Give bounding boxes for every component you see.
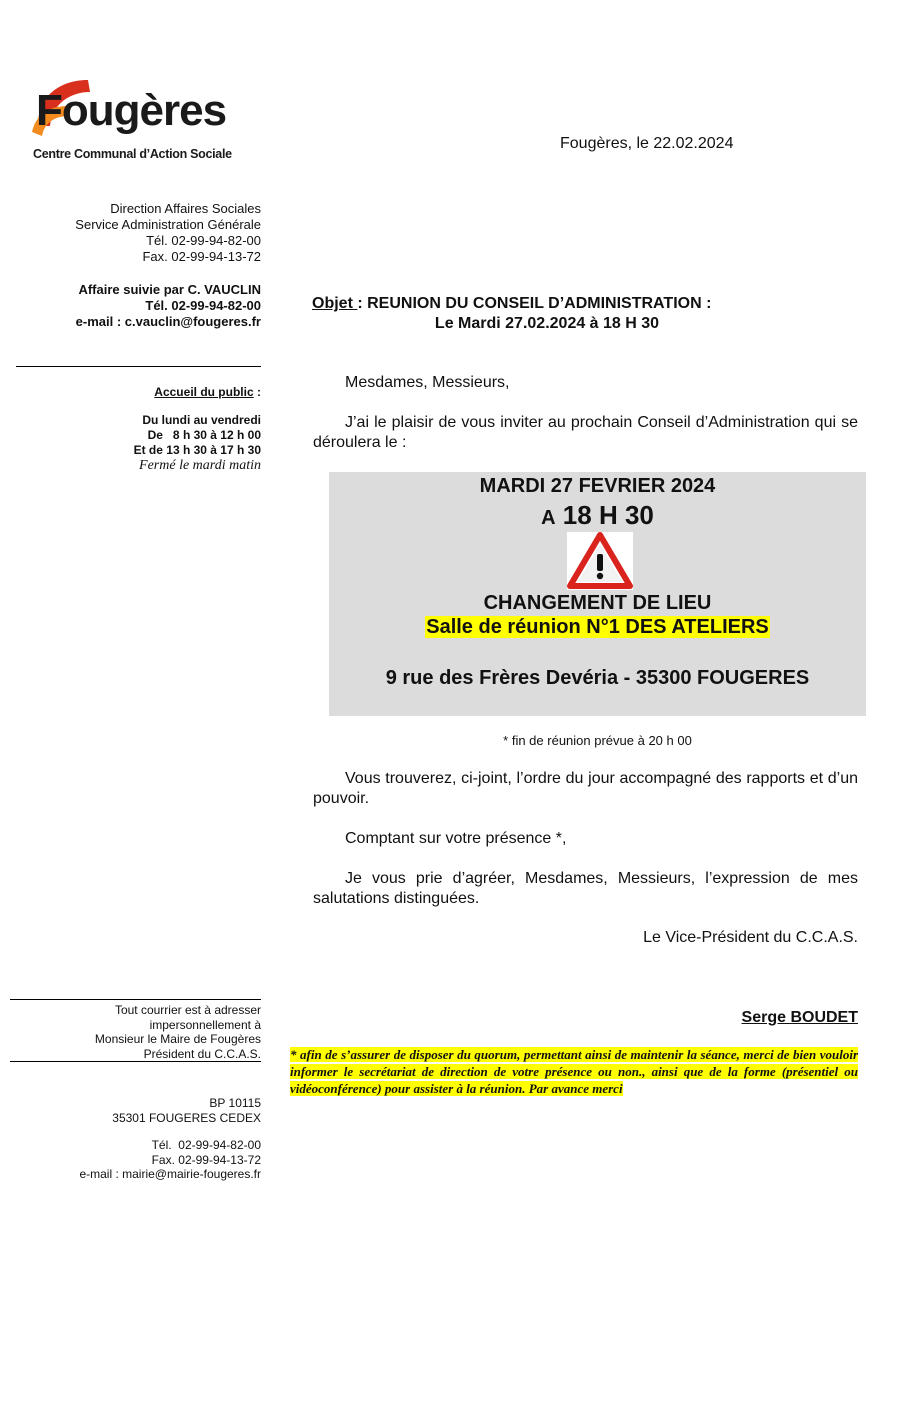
sender-block [10, 201, 261, 265]
closing-paragraph: Je vous prie d’agréer, Mesdames, Messieurs, l’expression de mes salutations distinguées. [313, 870, 858, 907]
attachments-paragraph: Vous trouverez, ci-joint, l’ordre du jour accompagné des rapports et d’un pouvoir. [313, 770, 858, 807]
meeting-time [329, 500, 866, 531]
sender-fax: Fax. 02-99-94-13-72 [142, 249, 261, 264]
meeting-date: MARDI 27 FEVRIER 2024 [479, 475, 716, 497]
general-email[interactable]: e-mail : mairie@mairie-fougeres.fr [79, 1167, 261, 1182]
warning-icon [567, 532, 633, 590]
public-hours-title-suffix: : [253, 385, 261, 399]
logo-wordmark: Fougères [36, 86, 227, 135]
sender-line: Service Administration Générale [75, 217, 261, 232]
meeting-info-box [329, 472, 866, 716]
logo-subtitle: Centre Communal d’Action Sociale [33, 147, 232, 161]
public-hours-title [10, 384, 261, 400]
follow-up-block [10, 282, 261, 330]
quorum-footnote [290, 1046, 858, 1097]
hours-line: Et de 13 h 30 à 17 h 30 [133, 443, 261, 457]
end-time-note: * fin de réunion prévue à 20 h 00 [503, 733, 692, 748]
mail-note-line: Monsieur le Maire de Fougères [94, 1032, 261, 1047]
hours-line: Du lundi au vendredi [142, 413, 261, 427]
sender-phone: Tél. 02-99-94-82-00 [146, 233, 261, 248]
letter-date: Fougères, le 22.02.2024 [560, 135, 734, 152]
follow-up-phone: Tél. 02-99-94-82-00 [145, 298, 261, 313]
meeting-room [329, 616, 866, 639]
postal-line: 35301 FOUGERES CEDEX [112, 1110, 261, 1125]
subject [312, 294, 782, 334]
public-hours-title-text: Accueil du public [154, 385, 254, 399]
hours-closed: Fermé le mardi matin [139, 458, 261, 473]
mail-address-note [10, 1003, 261, 1062]
presence-paragraph: Comptant sur votre présence *, [345, 830, 567, 847]
venue-change-notice: CHANGEMENT DE LIEU [483, 592, 712, 614]
postal-address [10, 1096, 261, 1125]
public-hours [10, 413, 261, 474]
follow-up-email[interactable]: e-mail : c.vauclin@fougeres.fr [75, 314, 261, 329]
hours-line: De 8 h 30 à 12 h 00 [147, 428, 261, 442]
meeting-time-prefix: A [541, 507, 556, 529]
meeting-address: 9 rue des Frères Devéria - 35300 FOUGERES [385, 667, 810, 689]
subject-label: Objet [312, 295, 358, 312]
divider [16, 366, 261, 367]
signatory-name: Serge BOUDET [741, 1009, 858, 1026]
general-phone: Tél. 02-99-94-82-00 [151, 1138, 261, 1152]
mail-note-line: Tout courrier est à adresser [114, 1003, 261, 1017]
meeting-room-text: Salle de réunion N°1 DES ATELIERS [426, 616, 769, 638]
quorum-footnote-text: * afin de s’assurer de disposer du quorum, permettant ainsi de maintenir la séance, merci de bien vouloir informer le secrétariat de direction de votre présence ou non., ainsi que de la forme (présentiel ou vidéoconférence) pour assister à la réunion. Par avance merci [290, 1047, 858, 1096]
postal-line: BP 10115 [209, 1096, 261, 1110]
subject-line2: Le Mardi 27.02.2024 à 18 H 30 [434, 315, 660, 332]
greeting: Mesdames, Messieurs, [345, 374, 510, 391]
divider [10, 1061, 261, 1062]
meeting-time-value: 18 H 30 [555, 500, 654, 530]
subject-line1: : REUNION DU CONSEIL D’ADMINISTRATION : [357, 295, 712, 312]
mail-note-line: impersonnellement à [149, 1017, 261, 1032]
mail-note-line: Président du C.C.A.S. [143, 1047, 261, 1062]
sender-line: Direction Affaires Sociales [110, 201, 261, 216]
follow-up-contact: Affaire suivie par C. VAUCLIN [78, 282, 261, 297]
signatory-title: Le Vice-Président du C.C.A.S. [643, 929, 858, 946]
general-fax: Fax. 02-99-94-13-72 [151, 1152, 261, 1167]
divider [10, 999, 261, 1000]
invitation-paragraph: J’ai le plaisir de vous inviter au prochain Conseil d’Administration qui se déroulera le : [313, 414, 858, 451]
general-contact [10, 1138, 261, 1182]
